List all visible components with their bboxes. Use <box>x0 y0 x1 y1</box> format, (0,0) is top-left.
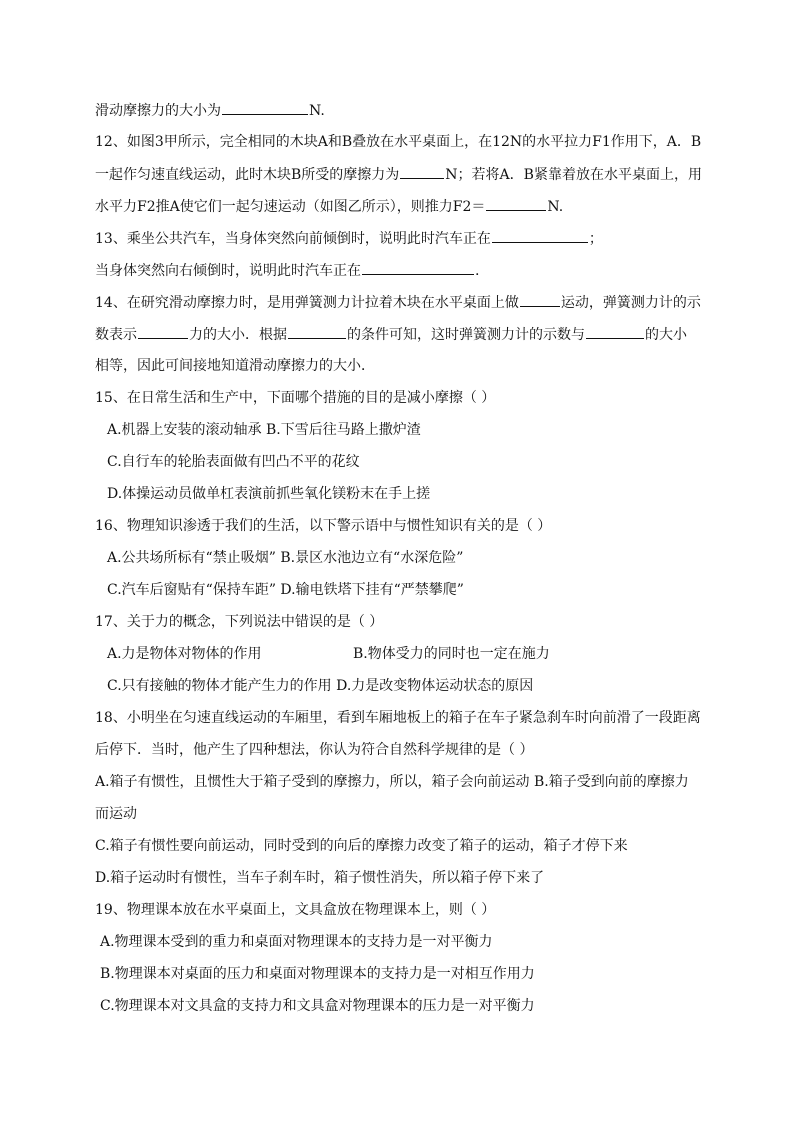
option-line: A.力是物体对物体的作用 <box>107 646 262 662</box>
text-line: 相等，因此可间接地知道滑动摩擦力的大小． <box>95 358 375 374</box>
option-line: B.物体受力的同时也一定在施力 <box>353 646 550 662</box>
option-line: A.物理课本受到的重力和桌面对物理课本的支持力是一对平衡力 <box>100 934 493 950</box>
option-line: A.箱子有惯性，且惯性大于箱子受到的摩擦力，所以，箱子会向前运动 B.箱子受到向前的摩擦力 <box>95 774 689 790</box>
answer-blank <box>486 196 546 211</box>
text-line: 后停下．当时，他产生了四种想法，你认为符合自然科学规律的是（ ） <box>95 742 534 758</box>
option-line: C.自行车的轮胎表面做有凹凸不平的花纹 <box>107 454 360 470</box>
text-line: 水平力F2推A使它们一起匀速运动（如图乙所示），则推力F2＝ N. <box>95 196 563 217</box>
answer-blank <box>222 100 308 115</box>
answer-blank <box>492 228 588 243</box>
question-18: 18、小明坐在匀速直线运动的车厢里，看到车厢地板上的箱子在车子紧急刹车时向前滑了一段距离 <box>95 710 701 726</box>
option-line: C.只有接触的物体才能产生力的作用 D.力是改变物体运动状态的原因 <box>107 678 534 694</box>
answer-blank <box>362 260 474 275</box>
option-line: C.汽车后窗贴有“保持车距” D.输电铁塔下挂有“严禁攀爬” <box>107 582 464 598</box>
answer-blank <box>520 292 560 307</box>
question-19: 19、物理课本放在水平桌面上，文具盒放在物理课本上，则（ ） <box>95 902 496 918</box>
text-line: 当身体突然向右倾倒时，说明此时汽车正在 . <box>95 260 479 281</box>
text-line: 滑动摩擦力的大小为 N. <box>95 100 325 121</box>
question-14: 14、在研究滑动摩擦力时，是用弹簧测力计拉着木块在水平桌面上做 运动，弹簧测力计的示 <box>95 292 701 313</box>
question-13: 13、乘坐公共汽车，当身体突然向前倾倒时，说明此时汽车正在 ； <box>95 228 603 249</box>
text-line: 而运动 <box>95 806 137 822</box>
option-line: C.物理课本对文具盒的支持力和文具盒对物理课本的压力是一对平衡力 <box>100 998 535 1014</box>
answer-blank <box>288 324 346 339</box>
option-line: B.物理课本对桌面的压力和桌面对物理课本的支持力是一对相互作用力 <box>100 966 535 982</box>
question-16: 16、物理知识渗透于我们的生活，以下警示语中与惯性知识有关的是（ ） <box>95 518 552 534</box>
answer-blank <box>586 324 644 339</box>
text-line: 数表示 力的大小．根据 的条件可知，这时弹簧测力计的示数与 的大小 <box>95 324 687 345</box>
option-line: A.机器上安装的滚动轴承 B.下雪后往马路上撒炉渣 <box>107 422 421 438</box>
question-15: 15、在日常生活和生产中，下面哪个措施的目的是减小摩擦（ ） <box>95 390 496 406</box>
option-line: C.箱子有惯性要向前运动，同时受到的向后的摩擦力改变了箱子的运动，箱子才停下来 <box>95 838 628 854</box>
option-line: A.公共场所标有“禁止吸烟” B.景区水池边立有“水深危险” <box>107 550 464 566</box>
option-line: D.箱子运动时有惯性，当车子刹车时，箱子惯性消失，所以箱子停下来了 <box>95 870 545 886</box>
question-12: 12、如图3甲所示，完全相同的木块A和B叠放在水平桌面上，在12N的水平拉力F1作用下，A．B <box>95 134 702 150</box>
question-17: 17、关于力的概念，下列说法中错误的是（ ） <box>95 614 384 630</box>
answer-blank <box>400 164 444 179</box>
answer-blank <box>138 324 188 339</box>
option-line: D.体操运动员做单杠表演前抓些氧化镁粉末在手上搓 <box>107 486 431 502</box>
text-line: 一起作匀速直线运动，此时木块B所受的摩擦力为 N；若将A．B紧靠着放在水平桌面上，用 <box>95 164 702 185</box>
